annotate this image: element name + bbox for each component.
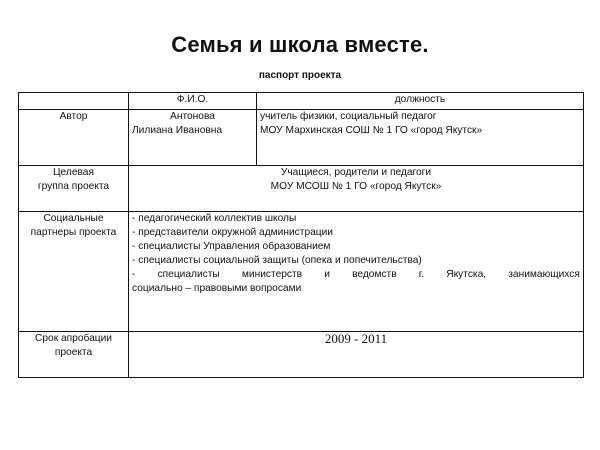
- author-position-line2: МОУ Мархинская СОШ № 1 ГО «город Якутск»: [260, 124, 483, 136]
- author-label: Автор: [19, 109, 129, 166]
- word: г.: [418, 269, 425, 281]
- list-item-continuation: социально – правовыми вопросами: [132, 283, 302, 295]
- term-value: 2009 - 2011: [129, 332, 584, 378]
- word: -: [132, 269, 136, 281]
- partners-row: [19, 212, 584, 332]
- partners-label-line2: партнеры проекта: [30, 227, 117, 239]
- term-label-line2: проекта: [54, 347, 93, 359]
- author-given-names: Лилиана Ивановна: [132, 124, 223, 136]
- header-position: должность: [257, 93, 584, 110]
- author-position-line1: учитель физики, социальный педагог: [260, 110, 437, 122]
- header-empty-cell: [19, 93, 129, 110]
- author-position-cell: [257, 109, 584, 166]
- partners-label-line1: Социальные: [43, 213, 104, 225]
- list-item: - педагогический коллектив школы: [132, 213, 297, 225]
- project-passport-table: [18, 92, 584, 378]
- term-row: [19, 332, 584, 378]
- author-row: [19, 109, 584, 166]
- word: министерств: [241, 269, 303, 281]
- target-group-value-cell: [129, 166, 584, 212]
- partners-label-cell: [19, 212, 129, 332]
- word: ведомств: [352, 269, 397, 281]
- table-header-row: [19, 93, 584, 110]
- document-subtitle: паспорт проекта: [258, 70, 342, 81]
- word: Якутска,: [446, 269, 487, 281]
- document-title: Семья и школа вместе.: [171, 32, 429, 57]
- target-group-label-line2: группа проекта: [37, 181, 110, 193]
- word: занимающихся: [508, 269, 580, 281]
- author-name-cell: [129, 109, 257, 166]
- header-fio: Ф.И.О.: [129, 93, 257, 110]
- target-group-row: [19, 166, 584, 212]
- word: и: [324, 269, 330, 281]
- target-group-label-cell: [19, 166, 129, 212]
- list-item: - специалисты социальной защиты (опека и попечительства): [132, 255, 422, 267]
- list-item: - представители окружной администрации: [132, 227, 333, 239]
- target-group-label-line1: Целевая: [53, 167, 94, 179]
- partners-list-cell: [129, 212, 584, 332]
- list-item-justified: [132, 268, 580, 282]
- author-surname: Антонова: [170, 110, 215, 122]
- target-group-value-line2: МОУ МСОШ № 1 ГО «город Якутск»: [270, 181, 442, 193]
- list-item: - специалисты Управления образованием: [132, 241, 331, 253]
- word: специалисты: [157, 269, 220, 281]
- term-label-cell: [19, 332, 129, 378]
- term-label-line1: Срок апробации: [35, 333, 112, 345]
- target-group-value-line1: Учащиеся, родители и педагоги: [280, 167, 432, 179]
